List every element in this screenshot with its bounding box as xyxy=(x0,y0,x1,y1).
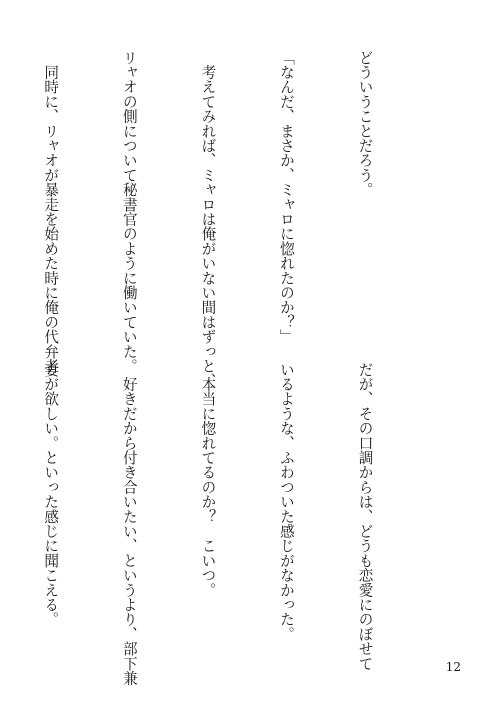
text-line: 考えてみれば、ミャロは俺がいない間はずっと、 xyxy=(199,50,217,389)
page-number: 12 xyxy=(445,660,461,674)
top-text-block xyxy=(0,50,430,389)
text-line: 妻が欲しい。といった感じに聞こえる。 xyxy=(42,362,60,627)
text-line: 本当に惚れてるのか？ こいつ。 xyxy=(199,362,217,598)
text-line: 「なんだ、まさか、ミャロに惚れたのか？」 xyxy=(277,50,295,344)
text-line: 同時に、リャオが暴走を始めた時に俺の代弁者 xyxy=(42,50,60,374)
text-line: だが、その口調からは、どうも恋愛にのぼせて xyxy=(356,362,374,671)
bottom-text-block xyxy=(0,362,430,686)
text-line: 好きだから付き合いたい、というより、部下兼 xyxy=(120,362,138,686)
text-line: リャオの側について秘書官のように働いていた。 xyxy=(120,50,138,374)
text-line: いるような、ふわついた感じがなかった。 xyxy=(277,362,295,642)
text-line: どういうことだろう。 xyxy=(356,50,374,197)
